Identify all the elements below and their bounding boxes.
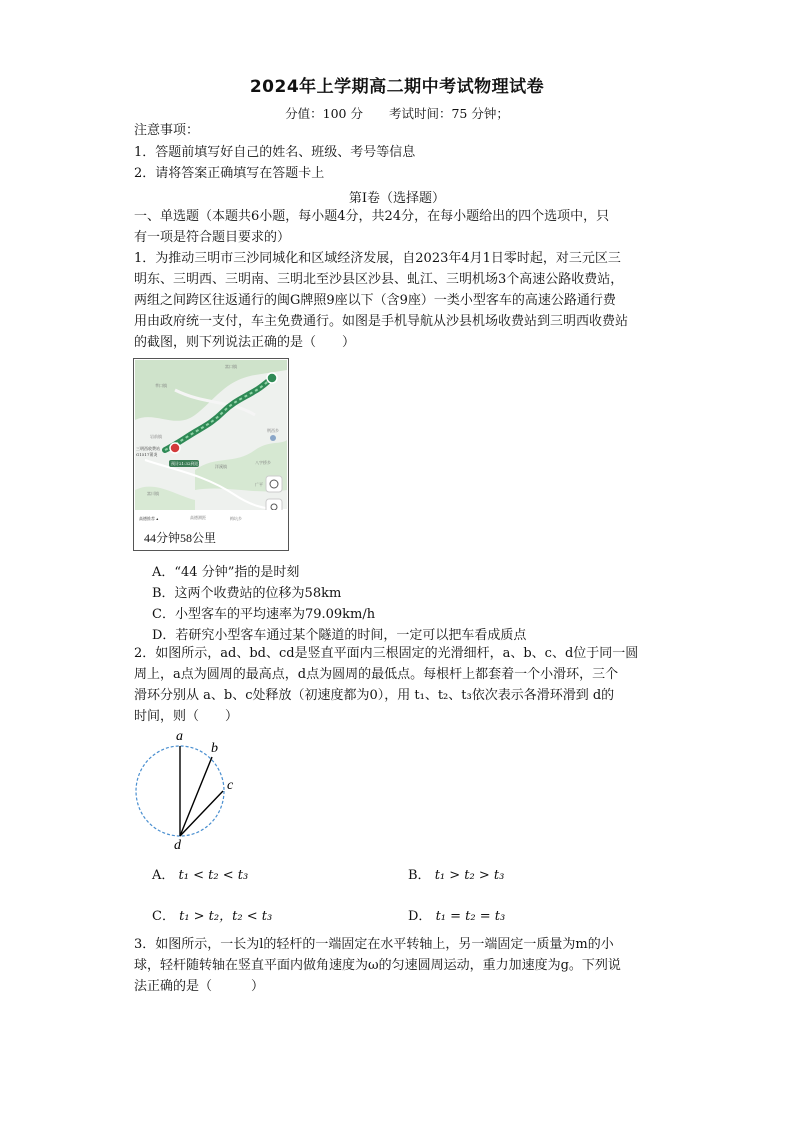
q3-line-1: 3．如图所示，一长为l的轻杆的一端固定在水平转轴上，另一端固定一质量为m的小 (134, 937, 614, 952)
rod-bd (180, 757, 212, 836)
label-a: a (176, 729, 183, 744)
map-place-10: 高德测距 (190, 515, 206, 520)
score-info: 分值：100 分 (285, 106, 363, 121)
map-place-3: 岩前镇 (150, 434, 162, 439)
notice-heading: 注意事项： (134, 123, 200, 138)
map-place-7: 梅坑乡 (230, 516, 242, 521)
map-start-label: 三明西收费站 (136, 446, 160, 451)
q1-option-d: D．若研究小型客车通过某个隧道的时间，一定可以把车看成质点 (152, 628, 527, 643)
circle-rods-figure (132, 725, 252, 850)
exam-meta (0, 104, 794, 122)
q3-line-2: 球，轻杆随转轴在竖直平面内做角速度为ω的匀速圆周运动，重力加速度为g。下列说 (134, 958, 621, 973)
q2-line-3: 滑环分别从 a、b、c处释放（初速度都为0），用 t₁、t₂、t₃依次表示各滑环滑到 d的 (134, 688, 615, 703)
map-place-6: 洋溪镇 (215, 464, 227, 469)
map-place-1: 莘口镇 (155, 383, 167, 388)
q2-option-d-expr: t₁ = t₂ = t₃ (435, 909, 506, 924)
q3-line-3: 法正确的是（ ） (134, 979, 265, 994)
map-place-2: 富口镇 (225, 364, 237, 369)
q1-option-a: A．“44 分钟”指的是时刻 (152, 565, 300, 580)
q1-option-c: C．小型客车的平均速率为79.09km/h (152, 607, 376, 622)
time-info: 考试时间：75 分钟； (388, 106, 509, 121)
q1-line-1: 1．为推动三明市三沙同城化和区域经济发展，自2023年4月1日零时起，对三元区三 (134, 251, 621, 266)
section-instruction-1: 一、单选题（本题共6小题，每小题4分，共24分，在每小题给出的四个选项中，只 (134, 209, 610, 224)
notice-item-2: 2．请将答案正确填写在答题卡上 (134, 166, 325, 181)
q2-option-d: D． t₁ = t₂ = t₃ (408, 909, 506, 924)
label-d: d (174, 838, 181, 850)
q2-option-b: B． t₁ > t₂ > t₃ (408, 868, 505, 883)
q1-option-b: B．这两个收费站的位移为58km (152, 586, 342, 601)
notice-item-1: 1．答题前填写好自己的姓名、班级、考号等信息 (134, 145, 416, 160)
q2-option-a-expr: t₁ < t₂ < t₃ (178, 868, 249, 883)
label-b: b (211, 741, 218, 756)
q2-line-4: 时间，则（ ） (134, 709, 239, 724)
q1-line-2: 明东、三明西、三明南、三明北至沙县区沙县、虬江、三明机场3个高速公路收费站， (134, 272, 624, 287)
q2-line-2: 周上，a点为圆周的最高点，d点为圆周的最低点。每根杆上都套着一个小滑环，三个 (134, 667, 619, 682)
navigation-map (135, 360, 287, 526)
map-place-9: 广平 (255, 482, 263, 487)
rod-cd (180, 791, 223, 836)
q2-option-b-expr: t₁ > t₂ > t₃ (434, 868, 505, 883)
part-heading: 第I卷（选择题） (348, 191, 446, 206)
map-start-sub: G1517莆炎 (136, 452, 158, 457)
q1-line-4: 用由政府统一支付，车主免费通行。如图是手机导航从沙县机场收费站到三明西收费站 (134, 314, 629, 329)
q2-option-c: C． t₁ > t₂，t₂ < t₃ (152, 909, 273, 924)
navigation-map-figure (133, 358, 289, 551)
q2-option-a: A． t₁ < t₂ < t₃ (152, 868, 249, 883)
map-caption: 44分钟58公里 (144, 531, 217, 545)
q2-line-1: 2．如图所示，ad、bd、cd是竖直平面内三根固定的光滑细杆，a、b、c、d位于同一圆 (134, 646, 639, 661)
label-c: c (227, 778, 234, 793)
map-eta: 预计21:32到达 (171, 461, 199, 466)
section-instruction-2: 有一项是符合题目要求的） (134, 230, 291, 245)
exam-title: 2024年上学期高二期中考试物理试卷 (249, 77, 545, 97)
q1-line-5: 的截图，则下列说法正确的是（ ） (134, 335, 356, 350)
q2-option-c-expr: t₁ > t₂，t₂ < t₃ (179, 909, 273, 924)
map-footer-left: 高德推荐 ▴ (139, 516, 159, 521)
map-place-4: 荆西乡 (267, 428, 279, 433)
map-place-8: 富川镇 (147, 491, 159, 496)
q1-line-3: 两组之间跨区往返通行的闽G牌照9座以下（含9座）一类小型客车的高速公路通行费 (134, 293, 616, 308)
map-place-5: 八字桥乡 (255, 460, 271, 465)
